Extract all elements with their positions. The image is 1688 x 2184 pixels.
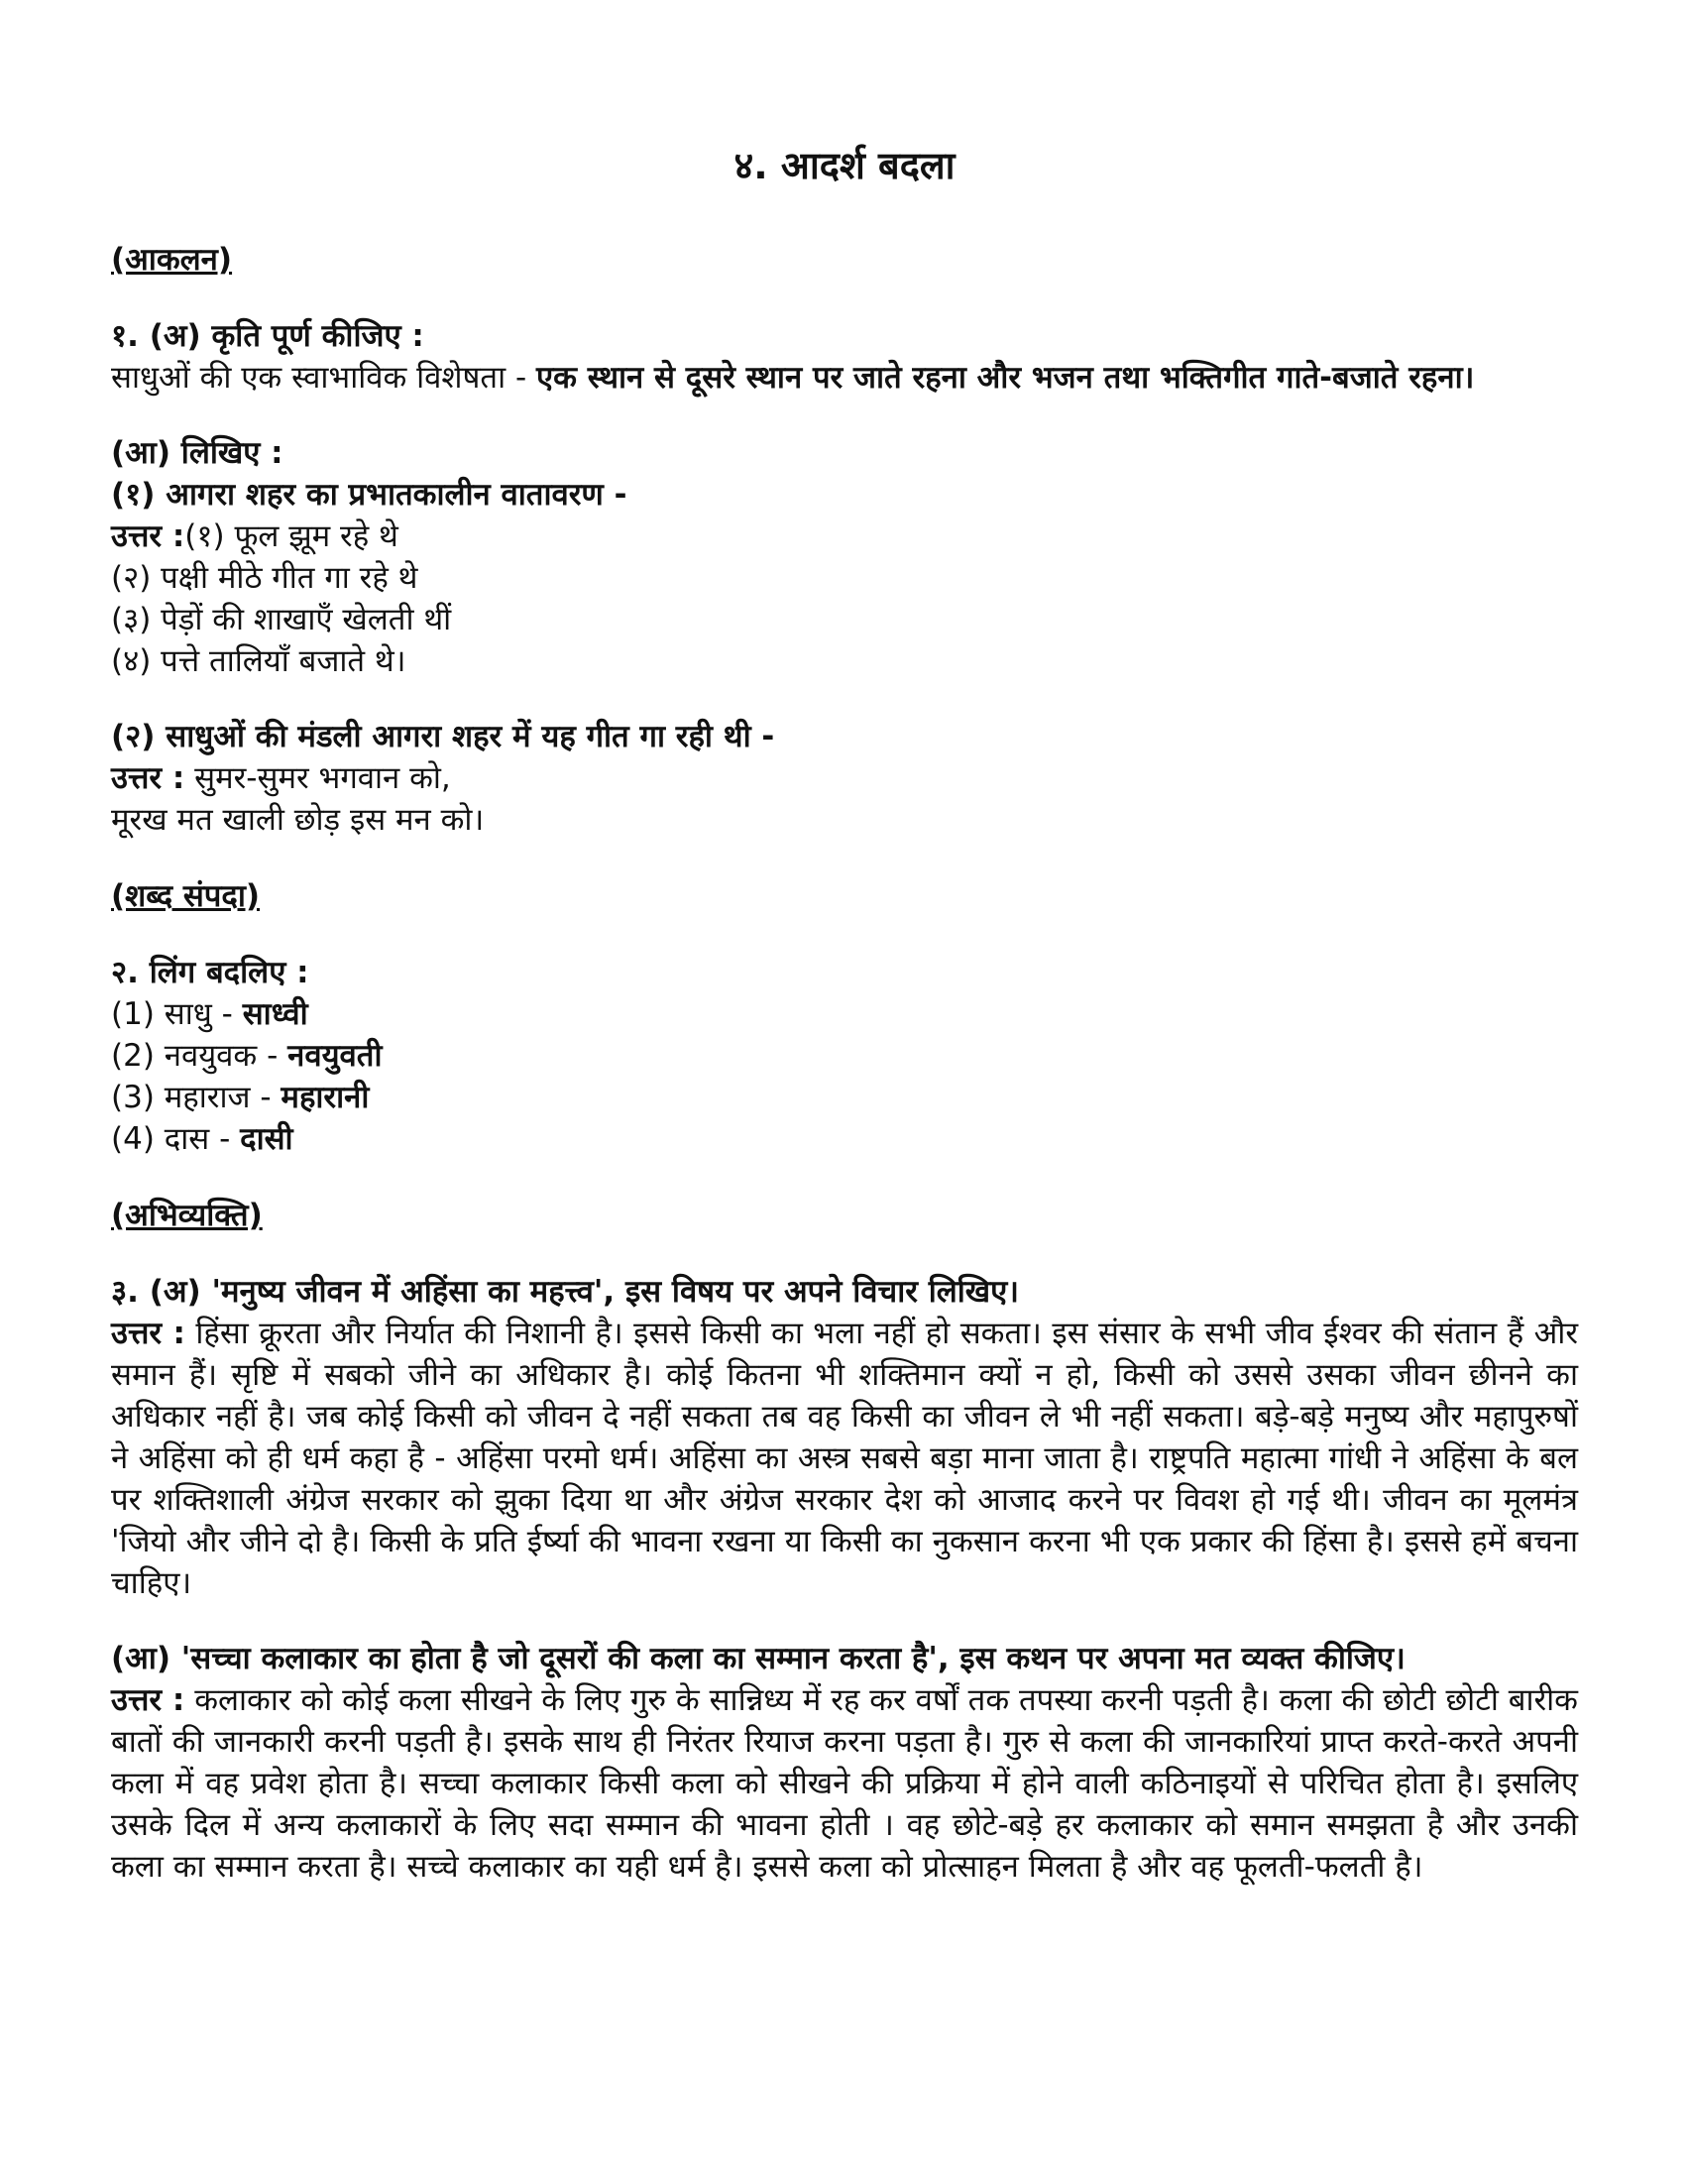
question-3b-heading: (आ) 'सच्चा कलाकार का होता है जो दूसरों की कला का सम्मान करता है', इस कथन पर अपना मत व्यक्त कीजिए।	[111, 1641, 1406, 1676]
list-item	[111, 1077, 1578, 1118]
section-heading-abhivyakti: (अभिव्यक्ति)	[111, 1198, 263, 1233]
question-2-heading: २. लिंग बदलिए :	[111, 955, 309, 990]
question-1b2-heading: (२) साधुओं की मंडली आगरा शहर में यह गीत गा रही थी -	[111, 719, 775, 754]
answer-text: कलाकार को कोई कला सीखने के लिए गुरु के सान्निध्य में रह कर वर्षों तक तपस्या करनी पड़ती है। कला की छोटी छोटी बारीक बातों की जानकारी करनी पड़ती है। इसके साथ ही निरंतर रियाज करना पड़ता है। गुरु से कला की जानकारियां प्राप्त करते-करते अपनी कला में वह प्रवेश होता है। सच्चा कलाकार किसी कला को सीखने की प्रक्रिया में होने वाली कठिनाइयों से परिचित होता है। इसलिए उसके दिल में अन्य कलाकारों के लिए सदा सम्मान की भावना होती । वह छोटे-बड़े हर कलाकार को समान समझता है और उनकी कला का सम्मान करता है। सच्चे कलाकार का यही धर्म है। इससे कला को प्रोत्साहन मिलता है और वह फूलती-फलती है।	[111, 1682, 1578, 1885]
answer-label: उत्तर :	[111, 1682, 185, 1718]
list-item-label: (3) महाराज -	[111, 1080, 281, 1115]
list-item-answer: दासी	[240, 1121, 293, 1157]
question-1b-heading: (आ) लिखिए :	[111, 435, 283, 471]
document-page	[111, 139, 1578, 1888]
page-title: ४. आदर्श बदला	[733, 144, 956, 187]
list-item: (४) पत्ते तालियाँ बजाते थे।	[111, 643, 406, 679]
question-1b1-heading: (१) आगरा शहर का प्रभातकालीन वातावरण -	[111, 477, 627, 513]
list-item: (२) पक्षी मीठे गीत गा रहे थे	[111, 560, 418, 596]
list-item-answer: साध्वी	[242, 996, 308, 1032]
answer-line	[111, 757, 1578, 799]
list-item-answer: महारानी	[281, 1080, 370, 1115]
list-item: (३) पेड़ों की शाखाएँ खेलती थीं	[111, 602, 452, 637]
question-1a-heading: १. (अ) कृति पूर्ण कीजिए :	[111, 318, 424, 354]
section-heading-aakalan: (आकलन)	[111, 242, 233, 278]
section-heading-shabd-sampada: (शब्द संपदा)	[111, 878, 261, 914]
list-item	[111, 1118, 1578, 1160]
list-item	[111, 516, 1578, 557]
answer-label-text: साधुओं की एक स्वाभाविक विशेषता -	[111, 360, 537, 396]
list-item-label: (4) दास -	[111, 1121, 241, 1157]
answer-label: उत्तर :	[111, 1316, 185, 1351]
question-1a-answer	[111, 357, 1578, 399]
list-item-label: (2) नवयुवक -	[111, 1038, 288, 1074]
question-3a-heading: ३. (अ) 'मनुष्य जीवन में अहिंसा का महत्त्व', इस विषय पर अपने विचार लिखिए।	[111, 1274, 1020, 1310]
answer-text: एक स्थान से दूसरे स्थान पर जाते रहना और भजन तथा भक्तिगीत गाते-बजाते रहना।	[536, 360, 1475, 396]
question-3b-answer	[111, 1679, 1578, 1888]
list-item	[111, 993, 1578, 1035]
answer-line: मूरख मत खाली छोड़ इस मन को।	[111, 802, 485, 838]
list-item-answer: नवयुवती	[287, 1038, 383, 1074]
list-item-text: (१) फूल झूम रहे थे	[184, 518, 398, 554]
list-item	[111, 1035, 1578, 1077]
list-item-label: (1) साधु -	[111, 996, 243, 1032]
answer-text: हिंसा क्रूरता और निर्यात की निशानी है। इससे किसी का भला नहीं हो सकता। इस संसार के सभी जीव ईश्वर की संतान हैं और समान हैं। सृष्टि में सबको जीने का अधिकार है। कोई कितना भी शक्तिमान क्यों न हो, किसी को उससे उसका जीवन छीनने का अधिकार नहीं है। जब कोई किसी को जीवन दे नहीं सकता तब वह किसी का जीवन ले भी नहीं सकता। बड़े-बड़े मनुष्य और महापुरुषों ने अहिंसा को ही धर्म कहा है - अहिंसा परमो धर्म। अहिंसा का अस्त्र सबसे बड़ा माना जाता है। राष्ट्रपति महात्मा गांधी ने अहिंसा के बल पर शक्तिशाली अंग्रेज सरकार को झुका दिया था और अंग्रेज सरकार देश को आजाद करने पर विवश हो गई थी। जीवन का मूलमंत्र 'जियो और जीने दो है। किसी के प्रति ईर्ष्या की भावना रखना या किसी का नुकसान करना भी एक प्रकार की हिंसा है। इससे हमें बचना चाहिए।	[111, 1316, 1579, 1601]
answer-text: सुमर-सुमर भगवान को,	[184, 760, 451, 796]
answer-label: उत्तर :	[111, 518, 185, 554]
answer-label: उत्तर :	[111, 760, 185, 796]
question-3a-answer	[111, 1313, 1578, 1604]
